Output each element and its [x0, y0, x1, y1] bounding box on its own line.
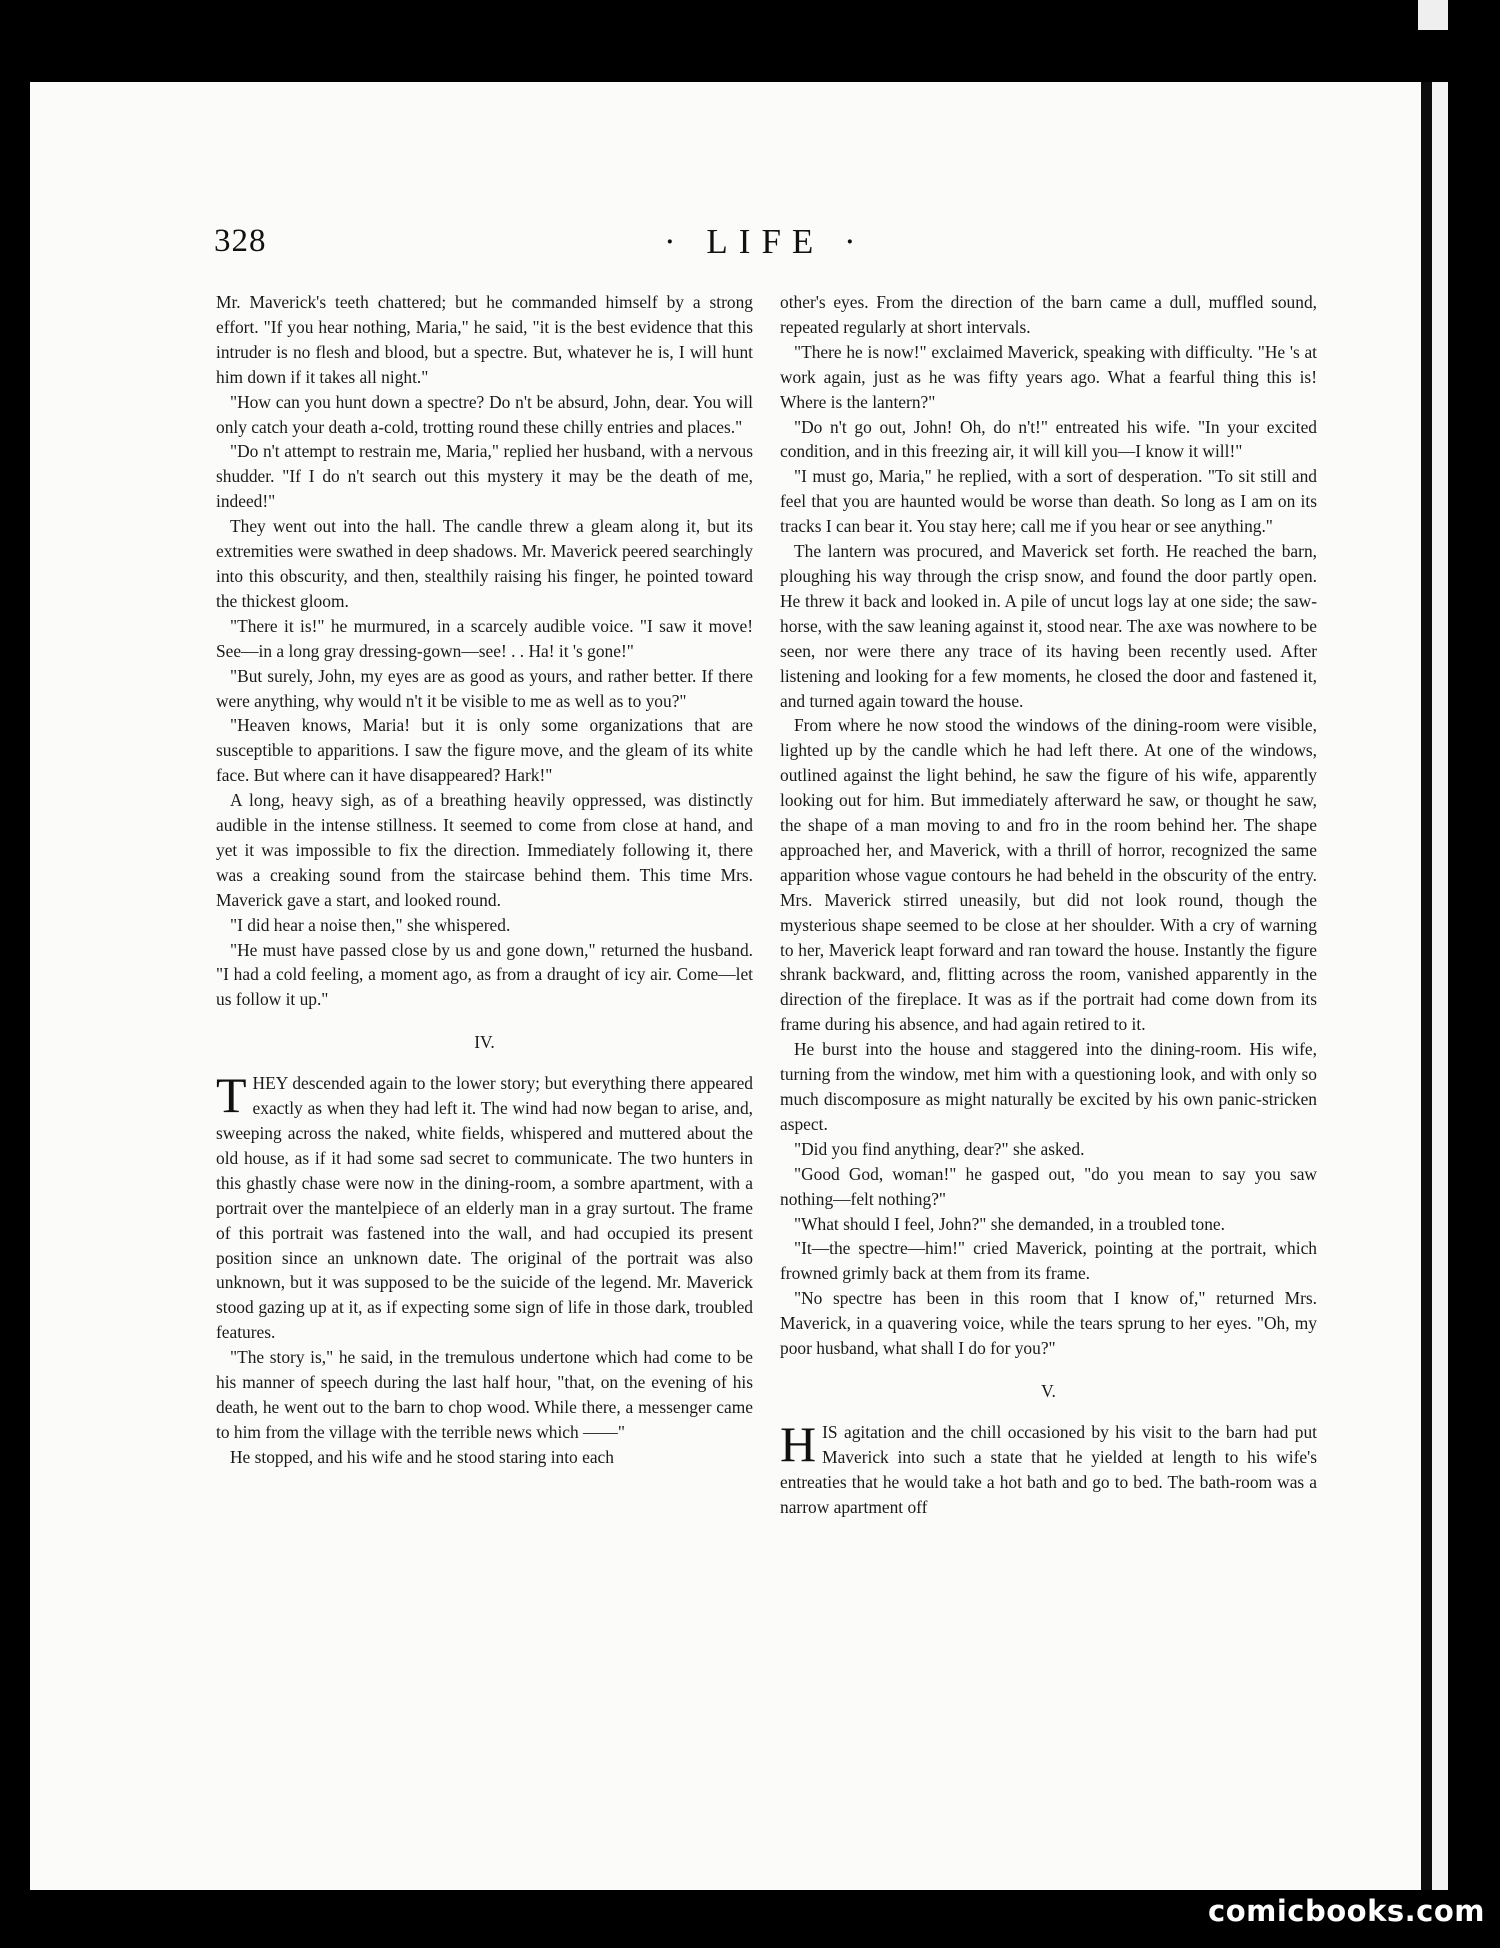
paragraph-with-dropcap [780, 1415, 1317, 1520]
section-heading-iv: IV. [474, 1032, 495, 1053]
paragraph: "What should I feel, John?" she demanded, in a troubled tone. [794, 1213, 1225, 1234]
paragraph-text: IS agitation and the chill occasioned by his visit to the barn had put Maverick into such a state that he yielded at length to his wife's entreaties that he would take a hot bath and go to bed. The bath-room was a narrow apartment off [780, 1421, 1317, 1517]
facing-page-corner [1418, 0, 1448, 30]
paragraph: "Good God, woman!" he gasped out, "do you mean to say you saw nothing—felt nothing?" [780, 1163, 1317, 1209]
paragraph: "I did hear a noise then," she whispered. [230, 914, 511, 935]
paragraph: "The story is," he said, in the tremulous undertone which had come to be his manner of speech during the last half hour, "that, on the evening of his death, he went out to the barn to chop wood. While there, a messenger came to him from the village with the terrible news which ——" [216, 1347, 753, 1442]
paragraph: "Do n't go out, John! Oh, do n't!" entreated his wife. "In your excited condition, and in this freezing air, it will kill you—I know it will!" [780, 416, 1317, 462]
drop-cap: T [216, 1067, 247, 1124]
section-heading-v: V. [1041, 1380, 1056, 1401]
paragraph: "Heaven knows, Maria! but it is only some organizations that are susceptible to apparitions. I saw the figure move, and the gleam of its white face. But where can it have disappeared? Hark!" [216, 715, 753, 786]
paragraph: "But surely, John, my eyes are as good as yours, and rather better. If there were anything, why would n't it be visible to me as well as to you?" [216, 665, 753, 711]
paragraph: From where he now stood the windows of the dining-room were visible, lighted up by the candle which he had left there. At one of the windows, outlined against the light behind, he saw the figure of his wife, apparently looking out for him. But immediately afterward he saw, or thought he saw, the shape of a man moving to and fro in the room behind her. The shape approached her, and Maverick, with a thrill of horror, recognized the same apparition whose vague contours he had beheld in the obscurity of the entry. Mrs. Maverick stirred uneasily, but did not look round, though the mysterious shape seemed to be close at her shoulder. With a cry of warning to her, Maverick leapt forward and ran toward the house. Instantly the figure shrank backward, and, flitting across the room, vanished apparently in the direction of the fireplace. It was as if the portrait had come down from its frame during his absence, and had again retired to it. [780, 715, 1317, 1035]
paragraph: "There he is now!" exclaimed Maverick, speaking with difficulty. "He 's at work again, just as he was fifty years ago. What a fearful thing this is! Where is the lantern?" [780, 341, 1317, 412]
paragraph: "He must have passed close by us and gone down," returned the husband. "I had a cold feeling, a moment ago, as from a draught of icy air. Come—let us follow it up." [216, 939, 753, 1010]
paragraph: "Do n't attempt to restrain me, Maria," replied her husband, with a nervous shudder. "If I do n't search out this mystery it may be the death of me, indeed!" [216, 441, 753, 512]
drop-cap: H [780, 1415, 817, 1472]
paragraph: Mr. Maverick's teeth chattered; but he commanded himself by a strong effort. "If you hear nothing, Maria," he said, "it is the best evidence that this intruder is no flesh and blood, but a spectre. But, whatever he is, I will hunt him down if it takes all night." [216, 292, 753, 387]
paragraph: He stopped, and his wife and he stood staring into each [230, 1446, 614, 1467]
left-column [216, 290, 753, 1470]
paragraph: "It—the spectre—him!" cried Maverick, pointing at the portrait, which frowned grimly back at them from its frame. [780, 1238, 1317, 1284]
paragraph: The lantern was procured, and Maverick set forth. He reached the barn, ploughing his way through the crisp snow, and found the door partly open. He threw it back and looked in. A pile of uncut logs lay at one side; the saw-horse, with the saw leaning against it, stood near. The axe was nowhere to be seen, nor were there any trace of its having been recently used. After listening and looking for a few moments, he closed the door and fastened it, and turned again toward the house. [780, 541, 1317, 711]
paragraph: other's eyes. From the direction of the barn came a dull, muffled sound, repeated regularly at short intervals. [780, 292, 1317, 337]
paragraph: "Did you find anything, dear?" she asked. [794, 1138, 1085, 1159]
paragraph-with-dropcap [216, 1067, 753, 1345]
paragraph-text: HEY descended again to the lower story; but everything there appeared exactly as when they had left it. The wind had now began to arise, and, sweeping across the naked, white fields, whispered and muttered about the old house, as if it had some sad secret to communicate. The two hunters in this ghastly chase were now in the dining-room, a sombre apartment, with a portrait over the mantelpiece of an elderly man in a gray surtout. The frame of this portrait was fastened into the wall, and had occupied its present position since an unknown date. The original of the portrait was also unknown, but it was supposed to be the suicide of the legend. Mr. Maverick stood gazing up at it, as if expecting some sign of life in those dark, troubled features. [216, 1073, 753, 1343]
paragraph: "No spectre has been in this room that I know of," returned Mrs. Maverick, in a quavering voice, while the tears sprung to her eyes. "Oh, my poor husband, what shall I do for you?" [780, 1288, 1317, 1359]
watermark: comicbooks.com [1208, 1894, 1485, 1928]
binding-gutter [1421, 82, 1432, 1890]
paragraph: They went out into the hall. The candle threw a gleam along it, but its extremities were swathed in deep shadows. Mr. Maverick peered searchingly into this obscurity, and then, stealthily raising his finger, he pointed toward the thickest gloom. [216, 516, 753, 611]
right-column [780, 290, 1317, 1520]
running-title: · LIFE · [664, 222, 867, 261]
paragraph: "How can you hunt down a spectre? Do n't be absurd, John, dear. You will only catch your death a-cold, trotting round these chilly entries and places." [216, 391, 753, 437]
page-number: 328 [214, 223, 267, 259]
paragraph: A long, heavy sigh, as of a breathing heavily oppressed, was distinctly audible in the intense stillness. It seemed to come from close at hand, and yet it was impossible to fix the direction. Immediately following it, there was a creaking sound from the staircase behind them. This time Mrs. Maverick gave a start, and looked round. [216, 790, 753, 910]
paragraph: He burst into the house and staggered into the dining-room. His wife, turning from the window, met him with a questioning look, and with only so much discomposure as might naturally be excited by his own panic-stricken aspect. [780, 1039, 1317, 1134]
paragraph: "I must go, Maria," he replied, with a sort of desperation. "To sit still and feel that you are haunted would be worse than death. So long as I am on its tracks I can bear it. You stay here; call me if you hear or see anything." [780, 466, 1317, 537]
paragraph: "There it is!" he murmured, in a scarcely audible voice. "I saw it move! See—in a long gray dressing-gown—see! . . Ha! it 's gone!" [216, 615, 753, 661]
facing-page-edge [1432, 82, 1448, 1890]
